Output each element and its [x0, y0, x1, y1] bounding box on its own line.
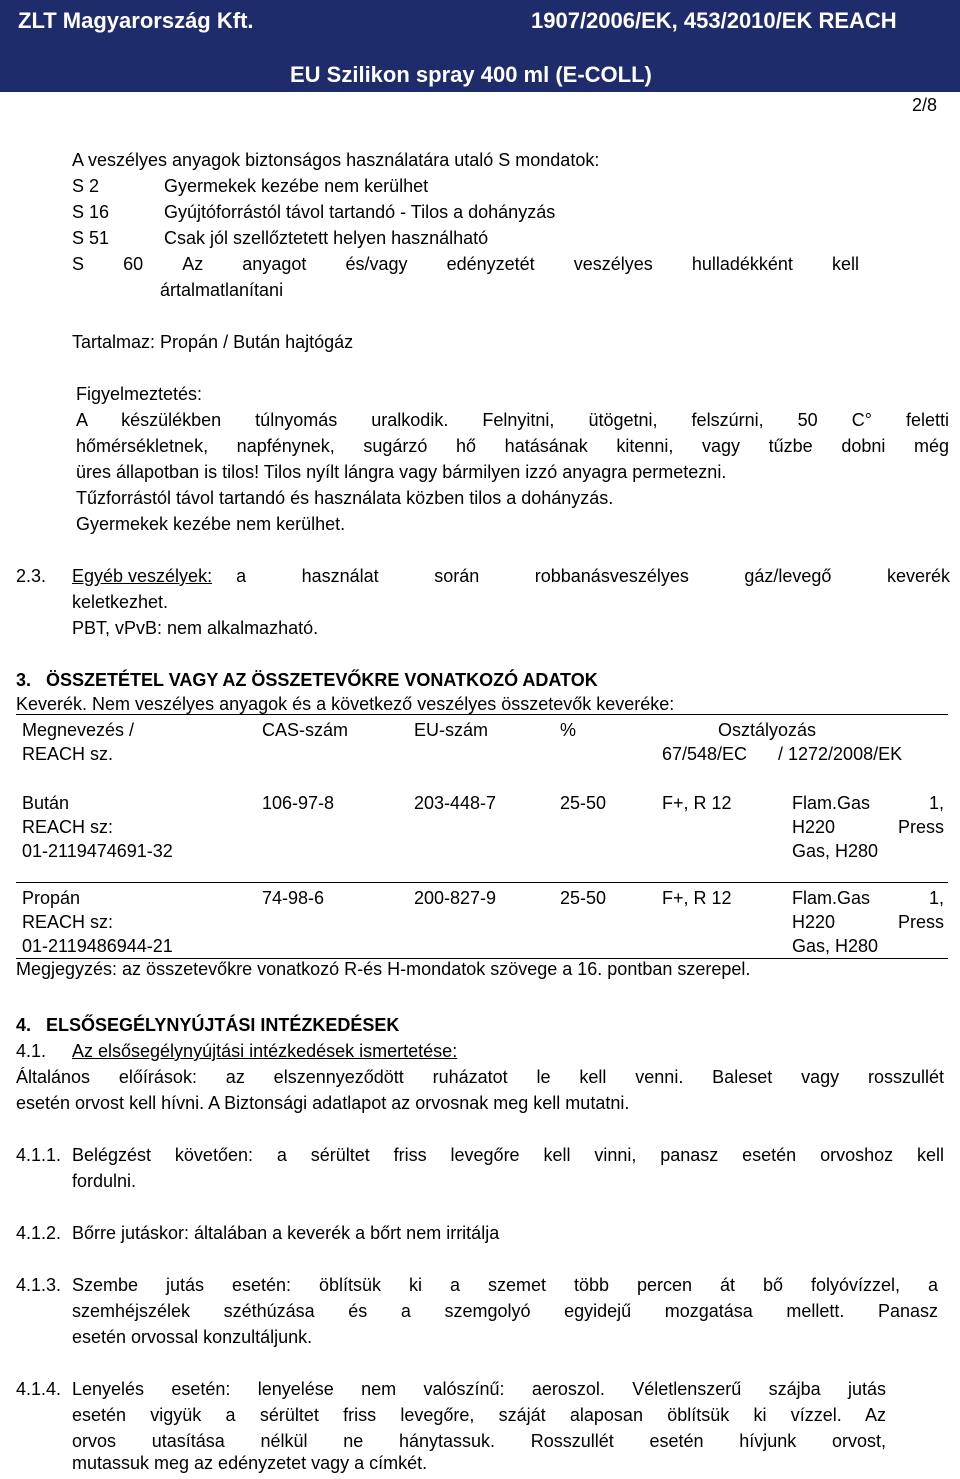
table-cell-eu: 203-448-7	[414, 793, 497, 813]
s60-continuation: ártalmatlanítani	[160, 280, 284, 300]
s-phrases-title: A veszélyes anyagok biztonságos használatára utaló S mondatok:	[72, 150, 600, 170]
s60-word: S	[72, 254, 85, 274]
section-text: PBT, vPvB: nem alkalmazható.	[72, 618, 319, 638]
item-line: orvos utasítása nélkül ne hánytassuk. Rosszullét esetén hívjunk orvost,	[72, 1431, 886, 1451]
table-cell-class-new: H220 Press	[792, 817, 944, 837]
item-number: 4.1.1.	[16, 1145, 62, 1165]
page-number: 2/8	[912, 95, 938, 115]
item-line: Belégzést követően: a sérültet friss levegőre kell vinni, panasz esetén orvoshoz kell	[72, 1145, 944, 1165]
section-3-intro: Keverék. Nem veszélyes anyagok és a következő veszélyes összetevők keveréke:	[16, 694, 675, 714]
col-header-class-b: / 1272/2008/EK	[778, 744, 903, 764]
s60-word: edényzetét	[446, 254, 535, 274]
section-3-heading: 3. ÖSSZETÉTEL VAGY AZ ÖSSZETEVŐKRE VONATKOZÓ ADATOK	[16, 670, 598, 690]
item-line: szemhéjszélek széthúzása és a szemgolyó egyidejű mozgatása mellett. Panasz	[72, 1301, 938, 1321]
s60-word: Az	[182, 254, 204, 274]
section-2-3-line	[72, 563, 950, 589]
s-code: S 2	[72, 176, 100, 196]
table-cell-reach-no: 01-2119486944-21	[22, 936, 173, 956]
s-text: Gyermekek kezébe nem kerülhet	[164, 176, 429, 196]
table-cell-class-new: Flam.Gas 1,	[792, 888, 944, 908]
s-text: Csak jól szellőztetett helyen használható	[164, 228, 489, 248]
s60-word: 60	[123, 254, 144, 274]
col-header-eu: EU-szám	[414, 720, 489, 740]
s-code: S 16	[72, 202, 110, 222]
col-header-cas: CAS-szám	[262, 720, 349, 740]
s60-word: hulladékként	[691, 254, 793, 274]
table-border	[16, 714, 948, 715]
subsection-number: 4.1.	[16, 1041, 47, 1061]
col-header-name: Megnevezés /	[22, 720, 135, 740]
s60-word: és/vagy	[345, 254, 408, 274]
item-line: esetén orvossal konzultáljunk.	[72, 1327, 313, 1347]
table-border	[16, 882, 948, 883]
col-header-class: Osztályozás	[718, 720, 817, 740]
table-cell-cas: 74-98-6	[262, 888, 325, 908]
item-line: esetén vigyük a sérültet friss levegőre, száját alaposan öblítsük ki vízzel. Az	[72, 1405, 886, 1425]
s60-line	[72, 251, 859, 277]
table-cell-class-new: Flam.Gas 1,	[792, 793, 944, 813]
general-text: Általános előírások: az elszennyeződött ruházatot le kell venni. Baleset vagy rosszullét	[16, 1067, 944, 1087]
table-cell-name: Propán	[22, 888, 81, 908]
product-name: EU Szilikon spray 400 ml (E-COLL)	[290, 62, 652, 87]
table-cell-reach: REACH sz:	[22, 817, 114, 837]
table-cell-class-new: H220 Press	[792, 912, 944, 932]
warning-line: hőmérsékletnek, napfénynek, sugárzó hő hatásának kitenni, vagy tűzbe dobni még	[76, 436, 949, 456]
item-line: Szembe jutás esetén: öblítsük ki a szemet több percen át bő folyóvízzel, a	[72, 1275, 938, 1295]
section-label: Egyéb veszélyek:	[72, 566, 213, 586]
s60-word: anyagot	[242, 254, 307, 274]
section-text: a használat során robbanásveszélyes gáz/levegő keverék	[236, 566, 950, 586]
s60-word: kell	[831, 254, 859, 274]
col-header-class-a: 67/548/EC	[662, 744, 748, 764]
s60-word: veszélyes	[573, 254, 653, 274]
item-number: 4.1.3.	[16, 1275, 62, 1295]
item-number: 4.1.4.	[16, 1379, 62, 1399]
section-number: 2.3.	[16, 566, 47, 586]
table-cell-pct: 25-50	[560, 888, 607, 908]
table-cell-class-old: F+, R 12	[662, 793, 732, 813]
table-cell-reach-no: 01-2119474691-32	[22, 841, 173, 861]
warning-line: Gyermekek kezébe nem kerülhet.	[76, 514, 346, 534]
s-code: S 51	[72, 228, 110, 248]
general-text: esetén orvost kell hívni. A Biztonsági adatlapot az orvosnak meg kell mutatni.	[16, 1093, 630, 1113]
company-name: ZLT Magyarország Kft.	[18, 8, 254, 33]
warning-line: Tűzforrástól távol tartandó és használata közben tilos a dohányzás.	[76, 488, 614, 508]
table-cell-pct: 25-50	[560, 793, 607, 813]
table-cell-cas: 106-97-8	[262, 793, 335, 813]
table-cell-name: Bután	[22, 793, 70, 813]
section-text: keletkezhet.	[72, 592, 169, 612]
item-number: 4.1.2.	[16, 1223, 62, 1243]
item-line: fordulni.	[72, 1171, 137, 1191]
col-header-name: REACH sz.	[22, 744, 114, 764]
section-3-note: Megjegyzés: az összetevőkre vonatkozó R-és H-mondatok szövege a 16. pontban szerepel.	[16, 959, 751, 979]
warning-line: A készülékben túlnyomás uralkodik. Felnyitni, ütögetni, felszúrni, 50 C° feletti	[76, 410, 949, 430]
subsection-title: Az elsősegélynyújtási intézkedések ismertetése:	[72, 1041, 458, 1061]
warning-line: üres állapotban is tilos! Tilos nyílt lángra vagy bármilyen izzó anyagra permetezni.	[76, 462, 727, 482]
table-cell-eu: 200-827-9	[414, 888, 497, 908]
table-cell-class-old: F+, R 12	[662, 888, 732, 908]
table-cell-class-new: Gas, H280	[792, 841, 879, 861]
warning-label: Figyelmeztetés:	[76, 384, 203, 404]
item-line: mutassuk meg az edényzetet vagy a címkét.	[72, 1453, 428, 1473]
regulation-ref: 1907/2006/EK, 453/2010/EK REACH	[531, 8, 897, 33]
table-cell-class-new: Gas, H280	[792, 936, 879, 956]
col-header-pct: %	[560, 720, 577, 740]
item-line: Lenyelés esetén: lenyelése nem valószínű: aeroszol. Véletlenszerű szájba jutás	[72, 1379, 886, 1399]
item-line: Bőrre jutáskor: általában a keverék a bőrt nem irritálja	[72, 1223, 500, 1243]
table-cell-reach: REACH sz:	[22, 912, 114, 932]
s-text: Gyújtóforrástól távol tartandó - Tilos a dohányzás	[164, 202, 556, 222]
section-4-heading: 4. ELSŐSEGÉLYNYÚJTÁSI INTÉZKEDÉSEK	[16, 1015, 400, 1035]
contains-line: Tartalmaz: Propán / Bután hajtógáz	[72, 332, 354, 352]
